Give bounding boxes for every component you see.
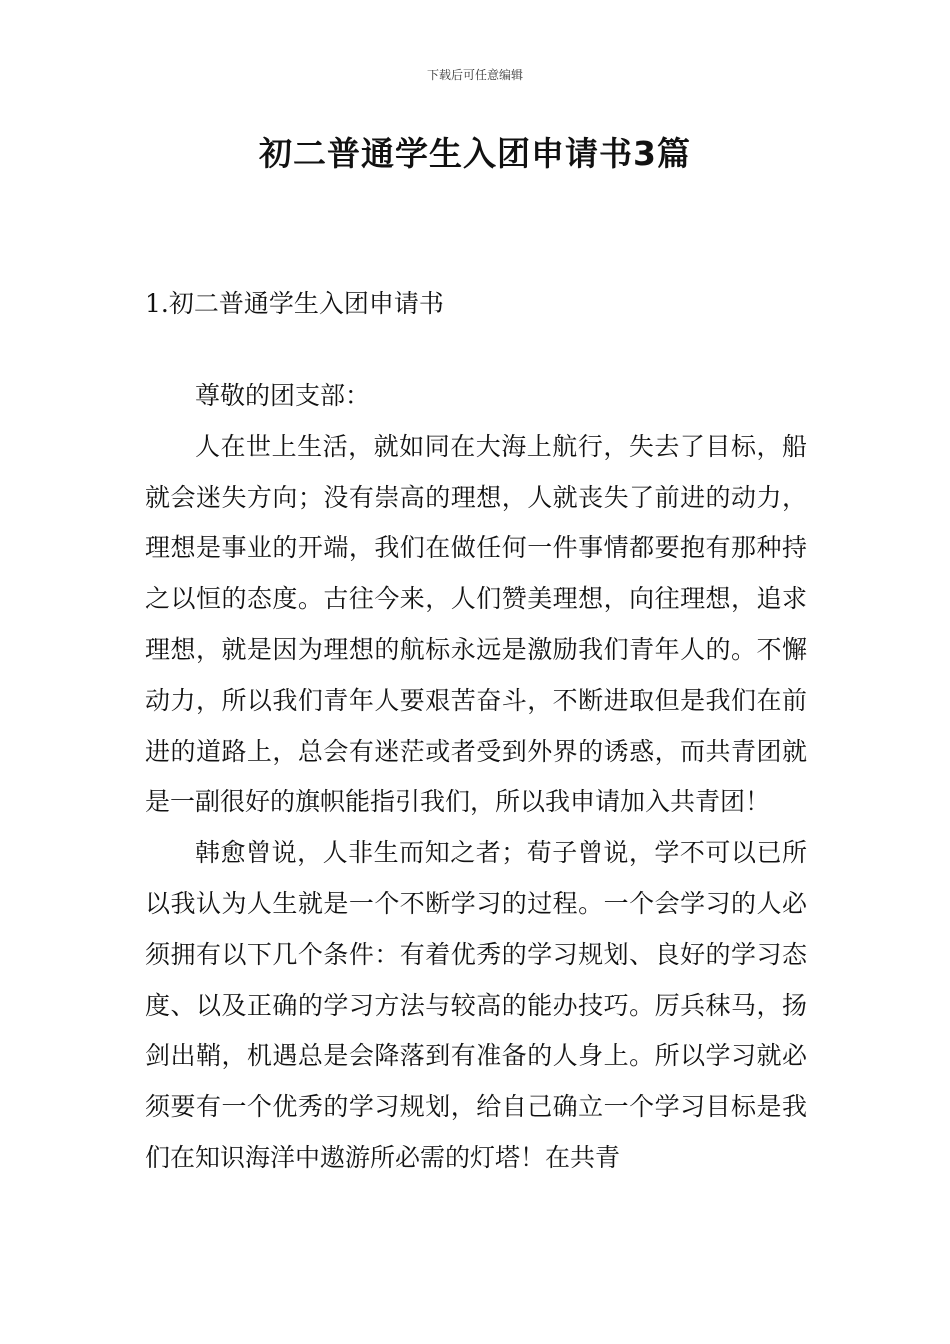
body-text xyxy=(145,371,807,1184)
body-paragraph: 人在世上生活，就如同在大海上航行，失去了目标，船就会迷失方向；没有崇高的理想，人就丧失了前进的动力，理想是事业的开端，我们在做任何一件事情都要抱有那种持之以恒的态度。古往今来，人们赞美理想，向往理想，追求理想，就是因为理想的航标永远是激励我们青年人的。不懈动力，所以我们青年人要艰苦奋斗，不断进取但是我们在前进的道路上，总会有迷茫或者受到外界的诱惑，而共青团就是一副很好的旗帜能指引我们，所以我申请加入共青团！ xyxy=(145,431,807,817)
section-heading: 1.初二普通学生入团申请书 xyxy=(145,289,444,318)
salutation-paragraph: 尊敬的团支部： xyxy=(195,381,371,410)
body-paragraph: 韩愈曾说，人非生而知之者；荀子曾说，学不可以已所以我认为人生就是一个不断学习的过程。一个会学习的人必须拥有以下几个条件：有着优秀的学习规划、良好的学习态度、以及正确的学习方法与较高的能办技巧。厉兵秣马，扬剑出鞘，机遇总是会降落到有准备的人身上。所以学习就必须要有一个优秀的学习规划，给自己确立一个学习目标是我们在知识海洋中遨游所必需的灯塔！在共青 xyxy=(145,838,807,1172)
header-note: 下载后可任意编辑 xyxy=(426,68,523,82)
document-title: 初二普通学生入团申请书3篇 xyxy=(259,134,691,173)
